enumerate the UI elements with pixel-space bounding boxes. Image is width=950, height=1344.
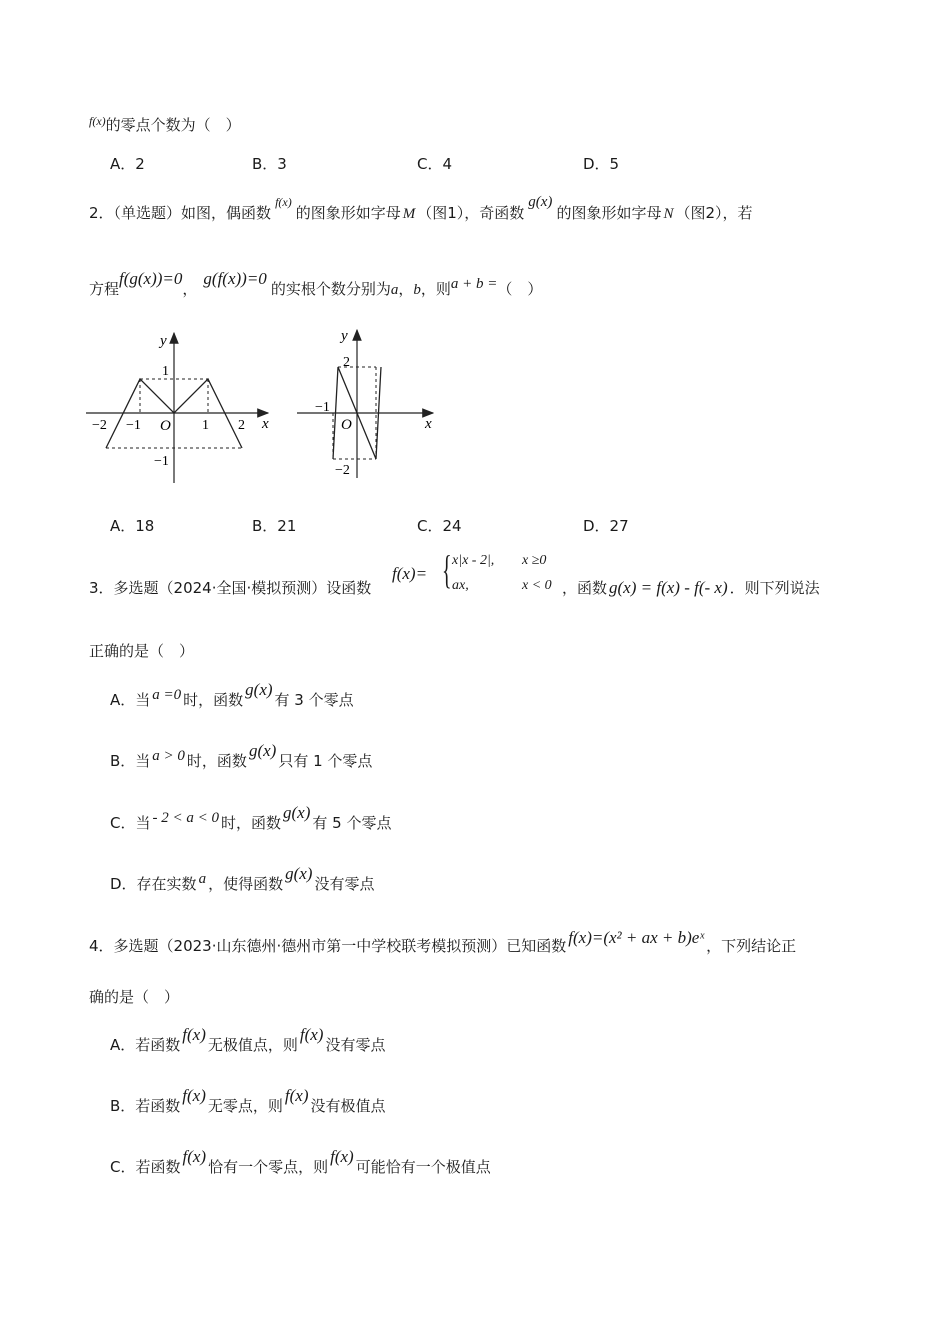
q3-number: 3． [89,579,114,597]
q2-var-b: b [413,282,421,298]
y-label: y [341,328,348,344]
q4-option-fx: f(x) [299,1025,324,1044]
q3-option-b [110,741,373,772]
q2-stem-line2 [89,269,543,300]
q2-option-b: B．21 [252,517,297,535]
q2-option-c: C．24 [417,517,462,535]
q2-text: 的实根个数分别为 [270,280,391,298]
q3-text: 多选题（2024·全国·模拟预测）设函数 [113,579,372,597]
q2-text: ，则 [420,280,451,298]
q4-option-c [110,1147,491,1177]
tick-2: 2 [238,418,245,433]
q3-option-text: C．当 [110,814,151,832]
q3-option-text: 有 5 个零点 [312,814,392,832]
q2-text: 的图象形如字母 [556,204,662,222]
q2-option-d: D．27 [583,517,629,535]
q3-cond-2: x < 0 [522,578,552,593]
q4-option-text: 无零点，则 [207,1097,283,1115]
q4-text: 多选题（2023·山东德州·德州市第一中学校联考模拟预测）已知函数 [113,937,567,955]
q1-fx: f(x) [89,114,106,128]
q2-equation-gf: g(f(x))=0 [203,269,267,288]
q1-option-d: D．5 [583,155,620,173]
q4-stem-line2: 确的是（ ） [89,988,180,1006]
q3-stem-line1-tail [562,578,820,598]
q2-stem-line1 [89,194,753,224]
q4-option-text: 无极值点，则 [207,1036,298,1054]
q3-option-text: A．当 [110,691,151,709]
q1-option-a: A．2 [110,155,145,173]
q3-option-math: - 2 < a < 0 [152,810,219,826]
q3-option-text: 只有 1 个零点 [278,752,373,770]
q3-option-text: B．当 [110,752,151,770]
q3-stem-line2: 正确的是（ ） [89,642,195,660]
x-label: x [262,416,269,432]
q1-stem [89,115,241,136]
q2-sum: a + b = [450,276,498,292]
q3-stem-line1 [89,578,371,598]
q3-option-c [110,803,392,834]
q2-fx: f(x) [275,195,292,209]
q3-brace: { [442,547,452,592]
q2-option-a: A．18 [110,517,155,535]
q3-option-text: 时，函数 [186,752,247,770]
figure-1-even-function [84,325,279,490]
q4-option-text: C．若函数 [110,1158,181,1176]
q3-option-gx: g(x) [283,803,311,822]
q2-number: 2． [89,204,114,222]
q3-option-text: 没有零点 [314,875,375,893]
tick-y-minus-1: −1 [154,454,169,469]
q4-option-text: 没有极值点 [310,1097,386,1115]
figure-2-odd-function [295,322,440,482]
q1-tail: 的零点个数为（ ） [105,116,241,134]
q4-option-fx: f(x) [284,1086,309,1105]
q3-option-text: 时，函数 [183,691,244,709]
q2-text: （ ） [497,280,543,298]
q3-fx: f(x)= [392,564,428,583]
q3-case-2: ax, [452,578,469,593]
q4-option-text: 恰有一个零点，则 [208,1158,329,1176]
q1-option-c: C．4 [417,155,453,173]
q2-equation-fg: f(g(x))=0 [119,269,183,288]
tick-minus-1: −1 [126,418,141,433]
q2-gx: g(x) [528,194,553,210]
y-label: y [160,333,167,349]
tick-y-2: 2 [343,355,350,370]
origin-label: O [341,417,352,433]
q4-option-fx: f(x) [330,1147,354,1166]
q3-option-a [110,680,354,711]
tick-y-1: 1 [162,364,169,379]
q4-option-text: B．若函数 [110,1097,181,1115]
tick-1: 1 [202,418,209,433]
q2-letter-m: M [402,206,416,222]
x-label: x [425,416,432,432]
q4-option-fx: f(x) [182,1147,207,1166]
q4-option-fx: f(x) [182,1086,206,1105]
q4-f-definition: f(x)=(x² + ax + b)eˣ [568,928,705,947]
q3-piecewise-definition [392,547,562,598]
q2-text: 的图象形如字母 [295,204,401,222]
q3-option-math: a =0 [152,687,182,703]
q2-text: （单选题）如图，偶函数 [113,204,272,222]
q4-option-text: A．若函数 [110,1036,181,1054]
q2-text: ， [182,280,198,298]
q3-cond-1: x ≥0 [522,553,547,568]
q1-option-b: B．3 [252,155,287,173]
q3-option-gx: g(x) [245,680,273,699]
q3-option-text: 有 3 个零点 [274,691,354,709]
q3-text: ，函数 [562,579,608,597]
tick-minus-2: −2 [92,418,107,433]
q3-case-1: x|x - 2|, [452,553,495,568]
q3-option-math: a [198,871,207,887]
q4-stem-line1 [89,928,797,956]
q3-option-text: D．存在实数 [110,875,197,893]
q3-option-text: ，使得函数 [208,875,284,893]
q4-option-fx: f(x) [182,1025,206,1044]
q4-option-b [110,1086,386,1116]
q3-option-gx: g(x) [248,741,277,760]
q2-var-a: a [390,282,399,298]
tick-y-minus-2: −2 [335,463,350,478]
q3-option-math: a > 0 [152,748,185,764]
q4-option-a [110,1025,386,1055]
q2-text: （图1），奇函数 [417,204,525,222]
tick-minus-1: −1 [315,400,330,415]
q2-letter-n: N [663,206,674,222]
q3-text: ．则下列说法 [729,579,820,597]
q3-g-definition: g(x) = f(x) - f(- x) [609,578,728,597]
q4-option-text: 没有零点 [325,1036,386,1054]
q3-option-gx: g(x) [285,864,313,883]
q3-option-text: 时，函数 [220,814,281,832]
q4-text: ，下列结论正 [706,937,797,955]
origin-label: O [160,418,171,434]
q2-text: 方程 [89,280,120,298]
q2-text: ， [398,280,414,298]
q4-option-text: 可能恰有一个极值点 [355,1158,491,1176]
q2-text: （图2），若 [675,204,753,222]
q4-number: 4． [89,937,114,955]
q3-option-d [110,864,375,895]
